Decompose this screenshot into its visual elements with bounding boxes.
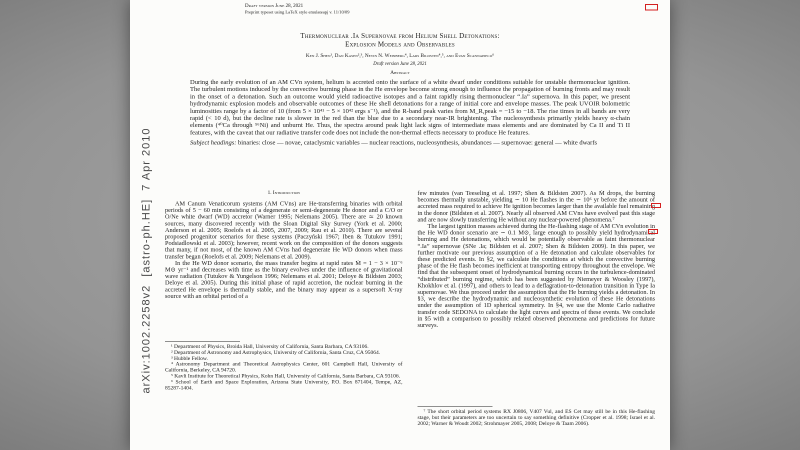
two-column-body bbox=[165, 190, 655, 450]
draft-slug bbox=[245, 3, 349, 15]
subject-headings-label: Subject headings: bbox=[190, 138, 237, 147]
slug-preprint-note: Preprint typeset using LaTeX style emulateapj v. 11/10/09 bbox=[245, 9, 350, 15]
abstract-block bbox=[190, 79, 630, 147]
right-column bbox=[417, 189, 656, 427]
paper-page bbox=[130, 0, 670, 450]
footnote-1: ¹ Department of Physics, Broida Hall, University of California, Santa Barbara, CA 93106. bbox=[171, 343, 369, 350]
citation-link-box[interactable] bbox=[648, 229, 658, 234]
footnote-rule bbox=[165, 341, 240, 342]
citation-link-box[interactable] bbox=[651, 203, 661, 208]
affiliation-footnotes bbox=[165, 341, 403, 391]
citation-link-box[interactable] bbox=[645, 4, 658, 11]
title-line-1: Thermonuclear .Ia Supernovae from Helium Shell Detonations: bbox=[300, 32, 500, 40]
intro-paragraph-3: The largest ignition masses achieved during the He-flashing stage of AM CVn evolution in the He WD donor scenario are ∼ 0.1 M⊙, large enough to possibly yield hydrodynamical burning and He detonations, which would be potentially observable as faint thermonuclear “.Ia” supernovae (SNe .Ia; Bildsten et al. 2007; Shen & Bildsten 2009). In this paper, we further motivate our previous assumption of a He detonation and calculate observables for these predicted events. In §2, we calculate the conditions at which the convective burning phase of the He flash becomes inefficient at transporting entropy throughout the envelope. We find that the subsequent onset of hydrodynamical burning occurs in the turbulence-dominated “distributed” burning regime, which has been suggested by Niemeyer & Woosley (1997), Khokhlov et al. (1997), and others to lead to a deflagration-to-detonation transition in Type Ia supernovae. We thus proceed under the assumption that the He burning yields a detonation. In §3, we describe the hydrodynamic and nucleosynthetic evolution of these He detonations under the assumption of 1D spherical symmetry. In §4, we use the Monte Carlo radiative transfer code SEDONA to calculate the light curves and spectra of these events. We conclude in §5 with a comparison to possibly related observed phenomena and predictions for future surveys. bbox=[417, 222, 655, 329]
footnote-7-block bbox=[418, 406, 656, 427]
footnote-6: ⁶ School of Earth and Space Exploration, Arizona State University, P.O. Box 871404, Tempe, AZ, 85287-1404. bbox=[165, 378, 403, 391]
footnote-7: ⁷ The short orbital period systems RX J0806, V407 Vul, and ES Cet may still be in this He-flashing stage, but their parameters are too uncertain to say something definitive (Cropper et al. 1998; Israel et al. 2002; Warner & Woudt 2002; Strohmayer 2005, 2008; Deloye & Taam 2006). bbox=[417, 408, 655, 427]
arxiv-stamp: arXiv:1002.2258v2 [astro-ph.HE] 7 Apr 2010 bbox=[139, 127, 152, 394]
section-1-heading: 1. Introduction bbox=[267, 190, 300, 196]
author-list: Ken J. Shen¹, Dan Kasen²,³, Nevin N. Weinberg⁴, Lars Bildsten⁴,⁵, and Evan Scannapieco⁶ bbox=[305, 53, 495, 59]
intro-paragraph-2-continued: few minutes (van Teeseling et al. 1997; Shen & Bildsten 2007). As Ṁ drops, the burning becomes thermally unstable, yielding ∼ 10 He flashes in the ∼ 10⁶ yr before the amount of accreted mass required to achieve He ignition becomes larger than the available fuel remaining in the donor (Bildsten et al. 2007). Nearly all observed AM CVns have evolved past this stage and are now slowly transferring He without any nuclear-powered phenomena.⁷ bbox=[417, 189, 655, 223]
footnote-2: ² Department of Astronomy and Astrophysics, University of California, Santa Cruz, CA 95064. bbox=[171, 349, 381, 356]
footnote-3: ³ Hubble Fellow. bbox=[171, 355, 208, 362]
page-content bbox=[130, 0, 670, 450]
intro-paragraph-2: In the He WD donor scenario, the mass transfer begins at rapid rates Ṁ = 1 − 3 × 10⁻⁶ M⊙ yr⁻¹ and decreases with time as the binary evolves under the influence of gravitational wave radiation (Tutukov & Yungelson 1996; Nelemans et al. 2001; Deloye & Bildsten 2003; Deloye et al. 2005). During this initial phase of rapid accretion, the nuclear burning in the accreted He envelope is thermally stable, and the binary may appear as a supersoft X-ray source with an orbital period of a bbox=[165, 259, 403, 300]
left-column bbox=[165, 190, 403, 391]
abstract-heading: Abstract bbox=[390, 70, 410, 76]
abstract-text: During the early evolution of an AM CVn system, helium is accreted onto the surface of a white dwarf under conditions suitable for unstable thermonuclear ignition. The turbulent motions induced by the convective burning phase in the He envelope become strong enough to influence the propagation of burning fronts and may result in the onset of a detonation. Such an outcome would yield radioactive isotopes and a faint rapidly rising thermonuclear “.Ia” supernova. In this paper, we present hydrodynamic explosion models and observable outcomes of these He shell detonations for a range of initial core and envelope masses. The peak UVOIR bolometric luminosities range by a factor of 10 (from 5 × 10⁴¹ − 5 × 10⁴² ergs s⁻¹), and the R-band peak varies from M_R,peak = −15 to −18. The rise times in all bands are very rapid (< 10 d), but the decline rate is slower in the red than the blue due to a secondary near-IR brightening. The nucleosynthesis primarily yields heavy α-chain elements (⁴⁰Ca through ⁵⁶Ni) and unburnt He. Thus, the spectra around peak light lack signs of intermediate mass elements and are dominated by Ca II and Ti II features, with the caveat that our radiative transfer code does not include the non-thermal effects necessary to produce He features. bbox=[190, 78, 630, 136]
draft-version-note: Draft version June 28, 2021 bbox=[373, 61, 427, 67]
footnote-rule bbox=[418, 406, 493, 407]
subject-headings bbox=[190, 139, 630, 146]
paper-title bbox=[130, 32, 670, 49]
footnote-5: ⁵ Kavli Institute for Theoretical Physics, Kohn Hall, University of California, Santa Barbara, CA 93106. bbox=[171, 372, 400, 379]
title-line-2: Explosion Models and Observables bbox=[345, 41, 455, 49]
slug-draft-version: Draft version June 28, 2021 bbox=[245, 3, 304, 9]
subject-headings-text: binaries: close — novae, cataclysmic variables — nuclear reactions, nucleosynthesis, abundances — supernovae: general — white dwarfs bbox=[238, 138, 598, 147]
footnote-4: ⁴ Astronomy Department and Theoretical Astrophysics Center, 601 Campbell Hall, University of California, Berkeley, CA 94720. bbox=[165, 361, 403, 374]
intro-paragraph-1: AM Canum Venaticorum systems (AM CVns) are He-transferring binaries with orbital periods of 5 − 60 min consisting of a degenerate or semi-degenerate He donor and a C/O or O/Ne white dwarf (WD) accretor (Warner 1995; Nelemans 2005). There are ≃ 20 known sources, many discovered recently with the Sloan Digital Sky Survey (York et al. 2000; Anderson et al. 2005; Roelofs et al. 2005, 2007, 2009; Rau et al. 2010). There are several proposed progenitor scenarios for these systems (Paczyński 1967; Iben & Tutukov 1991; Podsiadlowski et al. 2003); however, recent work on the composition of the donors suggests that many, if not most, of the known AM CVns had degenerate He WD donors when mass transfer began (Roelofs et al. 2009; Nelemans et al. 2009). bbox=[165, 200, 403, 260]
